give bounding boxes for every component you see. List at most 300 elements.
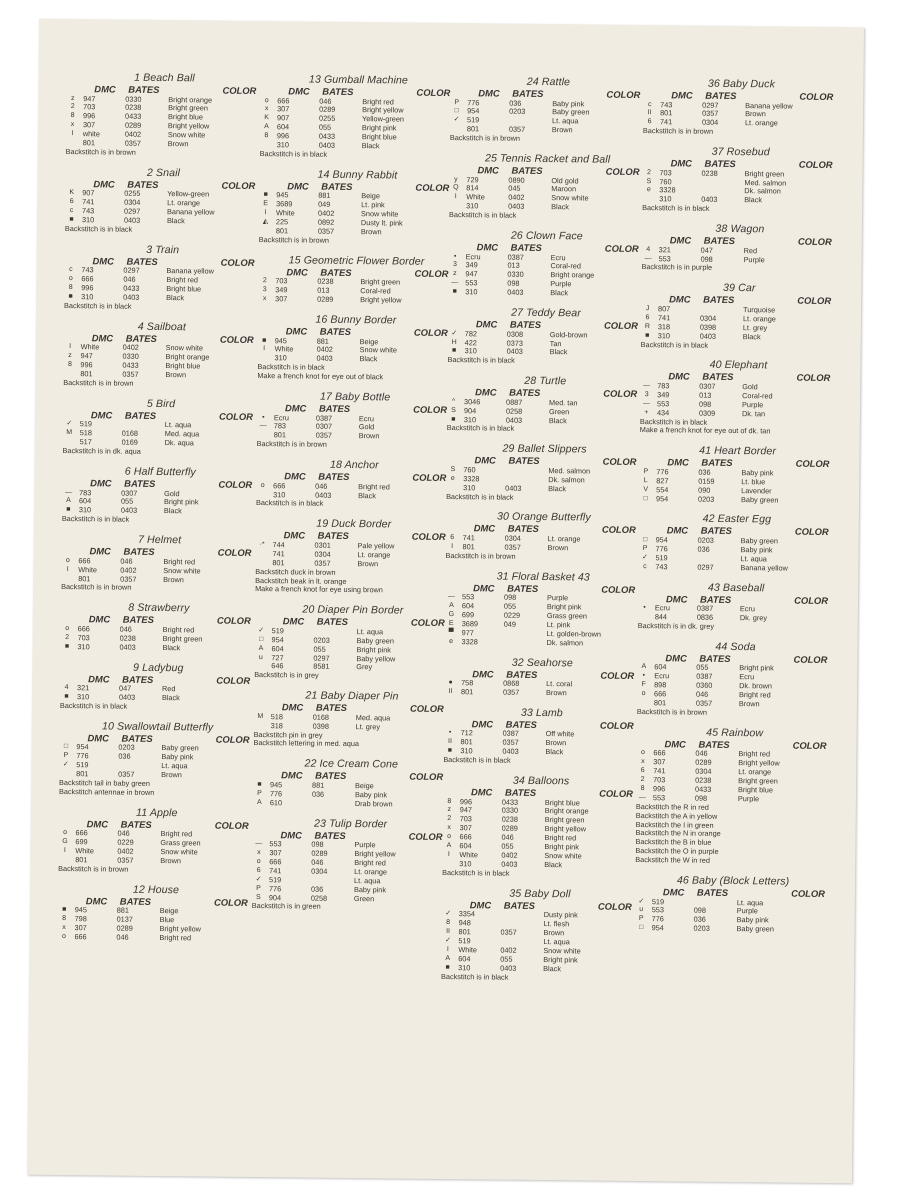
dmc-number: 776 [76, 751, 89, 761]
bates-number: 0433 [125, 111, 142, 122]
color-name: Snow white [163, 565, 201, 576]
bates-number: 0304 [504, 533, 521, 543]
thread-row [639, 495, 835, 506]
color-name: Med. aqua [355, 712, 391, 723]
dmc-number: 801 [466, 124, 480, 134]
color-name: Dk. aqua [164, 438, 194, 448]
color-name: Beige [361, 191, 380, 201]
bates-number: 046 [116, 932, 129, 942]
color-name: Bright orange [168, 94, 213, 105]
color-name: Lt. golden-brown [546, 628, 602, 639]
color-header: COLOR [412, 471, 447, 484]
backstitch-note: Backstitch is in brown [63, 378, 134, 388]
pattern-title: 6 Half Butterfly [124, 465, 196, 479]
dmc-number: 827 [656, 475, 669, 486]
color-name: Baby green [161, 743, 199, 753]
color-name: Bright blue [165, 361, 201, 371]
stitch-symbol: A [257, 798, 262, 806]
stitch-symbol: x [447, 824, 451, 832]
stitch-symbol: e [449, 637, 454, 645]
color-name: Lt. orange [167, 198, 201, 208]
thread-row [635, 924, 831, 935]
color-name: Dk. salmon [744, 186, 781, 196]
color-name: Black [550, 288, 569, 298]
dmc-number: 801 [80, 369, 93, 379]
dmc-number: 741 [653, 766, 666, 776]
bates-header: BATES [122, 613, 154, 626]
color-name: Lt. aqua [543, 936, 570, 947]
bates-number: 0403 [505, 415, 523, 425]
bates-number: 055 [500, 954, 513, 964]
dmc-number: 947 [83, 93, 96, 103]
thread-row [60, 643, 256, 654]
backstitch-note: Backstitch is in black [640, 339, 709, 350]
backstitch-note: Backstitch is in green [251, 901, 321, 912]
pattern-title: 32 Seahorse [511, 656, 574, 669]
bates-number: 0357 [317, 226, 335, 236]
color-header: COLOR [601, 524, 636, 536]
stitch-symbol: c [643, 562, 647, 570]
key-column-4 [634, 77, 839, 944]
stitch-symbol: S [451, 406, 456, 414]
color-name: Black [543, 963, 562, 973]
dmc-number: 553 [269, 839, 282, 849]
dmc-number: 310 [465, 287, 478, 297]
dmc-number: 307 [459, 823, 472, 833]
bates-number: 0387 [502, 729, 519, 739]
color-header: COLOR [416, 86, 451, 99]
dmc-header: DMC [472, 667, 494, 680]
stitch-symbol: ✓ [641, 553, 648, 561]
pattern-key-block [60, 661, 257, 713]
backstitch-note: Backstitch is in black [642, 203, 710, 213]
stitch-symbol: ● [448, 679, 453, 687]
bates-number: 0238 [119, 633, 136, 643]
stitch-symbol: ✓ [66, 420, 73, 428]
stitch-symbol: u [639, 906, 644, 914]
backstitch-note: Backstitch is in black [443, 755, 511, 765]
backstitch-note: Backstitch is in black [59, 700, 128, 711]
dmc-number: 519 [655, 552, 668, 563]
dmc-number: 666 [78, 555, 91, 565]
stitch-symbol: ■ [451, 415, 456, 423]
stitch-symbol: ■ [447, 747, 453, 755]
dmc-number: 666 [81, 274, 94, 284]
bates-number: 0402 [124, 129, 142, 139]
backstitch-note: Backstitch is in black [446, 491, 514, 502]
backstitch-note: Backstitch the I in green [635, 819, 714, 830]
bates-number: 0238 [125, 103, 142, 113]
pattern-title: 17 Baby Bottle [319, 390, 391, 404]
dmc-number: 310 [273, 489, 286, 499]
stitch-symbol: ■ [451, 347, 457, 355]
dmc-number: 3689 [276, 199, 293, 209]
color-name: Lt. pink [546, 619, 571, 630]
pattern-key-block [60, 601, 257, 653]
stitch-symbol: • [642, 672, 645, 680]
backstitch-note: Backstitch is in brown [256, 439, 327, 449]
bates-number: 0289 [695, 757, 712, 767]
stitch-symbol: 8 [446, 919, 451, 927]
bates-number: 0357 [502, 737, 519, 748]
color-name: Black [162, 642, 181, 652]
dmc-number: 954 [271, 634, 284, 645]
pattern-title: 46 Baby (Block Letters) [676, 874, 790, 888]
color-header: COLOR [796, 372, 831, 384]
bates-number: 036 [697, 544, 710, 554]
dmc-number: 604 [271, 643, 284, 653]
color-header: COLOR [218, 478, 253, 491]
color-name: Bright yellow [738, 758, 780, 768]
bates-number: 881 [116, 905, 129, 915]
dmc-number: 553 [658, 253, 671, 263]
dmc-number: 604 [78, 496, 92, 506]
color-name: Green [548, 406, 570, 416]
stitch-symbol: ■ [68, 293, 73, 301]
pattern-key-block [640, 358, 837, 437]
pattern-key-block [446, 442, 643, 503]
color-name: Purple [742, 399, 764, 410]
color-header: COLOR [413, 403, 448, 416]
dmc-number: 758 [461, 678, 474, 688]
color-name: Lt. blue [741, 476, 766, 487]
color-name: Black [161, 692, 180, 703]
bates-number: 0836 [696, 612, 714, 622]
bates-number: 055 [318, 122, 332, 132]
stitch-symbol: P [256, 884, 261, 892]
color-name: Snow white [543, 945, 581, 956]
bates-number: 0403 [506, 347, 523, 357]
stitch-symbol: o [65, 624, 70, 632]
stitch-symbol: ■ [445, 963, 450, 971]
dmc-number: 3689 [461, 619, 479, 629]
color-header: COLOR [603, 387, 638, 400]
color-header: COLOR [799, 90, 834, 103]
color-name: Baby green [356, 635, 394, 646]
color-name: Baby pink [552, 98, 585, 108]
bates-number: 098 [699, 399, 712, 409]
color-name: Baby green [741, 494, 779, 505]
pattern-sheet [27, 19, 864, 1184]
color-header: COLOR [599, 719, 634, 731]
bates-number: 098 [694, 793, 708, 803]
bates-number: 0402 [120, 565, 137, 575]
bates-number: 0203 [698, 494, 715, 504]
pattern-title: 42 Easter Egg [702, 513, 772, 526]
dmc-number: 666 [74, 932, 87, 942]
stitch-symbol: 6 [450, 534, 455, 542]
backstitch-note: Backstitch is in black [64, 223, 133, 234]
bates-header: BATES [700, 525, 732, 537]
bates-header: BATES [705, 89, 737, 102]
pattern-key-block [62, 397, 259, 458]
bates-number: 0229 [503, 610, 521, 620]
bates-number: 046 [117, 828, 130, 838]
bates-number: 098 [700, 254, 713, 264]
color-header: COLOR [794, 526, 829, 538]
bates-number: 047 [700, 245, 713, 255]
bates-number: 055 [501, 841, 514, 851]
dmc-number: 666 [653, 748, 666, 758]
thread-row [258, 295, 454, 306]
stitch-symbol: □ [258, 635, 264, 643]
bates-number: 0373 [506, 338, 523, 348]
bates-number: 0168 [312, 712, 330, 722]
stitch-symbol: ■ [263, 191, 268, 199]
stitch-symbol: o [65, 556, 70, 564]
bates-header: BATES [122, 673, 154, 685]
dmc-number: White [276, 208, 295, 218]
color-name: Black [551, 202, 570, 212]
bates-number: 0304 [311, 866, 328, 876]
stitch-symbol: — [643, 399, 651, 407]
color-name: Dk. grey [739, 613, 768, 623]
color-name: Bright yellow [354, 849, 396, 859]
dmc-number: Ecru [465, 251, 481, 261]
pattern-title: 22 Ice Cream Cone [304, 757, 399, 771]
key-column-1 [57, 71, 262, 953]
stitch-symbol: x [62, 924, 66, 932]
dmc-number: White [459, 850, 479, 860]
color-name: Brown [161, 770, 182, 780]
dmc-header: DMC [476, 241, 499, 253]
color-header: COLOR [221, 179, 256, 191]
color-name: Bright yellow [159, 924, 201, 934]
dmc-number: 610 [269, 797, 283, 807]
bates-number: 0137 [116, 914, 133, 924]
bates-number: 0330 [507, 270, 524, 280]
dmc-number: 349 [275, 285, 288, 295]
pattern-key-block [257, 313, 454, 383]
stitch-symbol: 6 [256, 866, 261, 874]
stitch-symbol: 2 [70, 103, 75, 111]
dmc-header: DMC [474, 454, 496, 466]
stitch-symbol: R [644, 322, 650, 330]
color-name: Bright red [160, 829, 193, 839]
backstitch-note: Backstitch is in black [442, 867, 510, 878]
backstitch-note: Backstitch is in brown [61, 582, 132, 593]
color-name: Brown [551, 125, 573, 135]
stitch-symbol: I [63, 847, 66, 855]
bates-number: 0289 [319, 105, 336, 115]
dmc-number: 307 [74, 923, 87, 933]
color-header: COLOR [794, 594, 829, 606]
bates-number: 0890 [508, 175, 525, 185]
bates-number: 0168 [121, 428, 139, 439]
dmc-number: 519 [651, 896, 665, 906]
dmc-number: 996 [83, 111, 96, 121]
key-column-2 [252, 73, 457, 922]
stitch-symbol: x [641, 758, 645, 766]
dmc-number: 954 [651, 923, 664, 933]
dmc-number: 310 [459, 859, 472, 869]
dmc-number: 741 [272, 548, 285, 559]
color-name: Black [549, 347, 568, 357]
dmc-number: 801 [76, 769, 89, 779]
pattern-key-block [62, 465, 259, 526]
dmc-number: 310 [81, 292, 94, 302]
dmc-number: 801 [461, 687, 474, 697]
bates-number: 0238 [317, 276, 334, 287]
dmc-number: 518 [79, 428, 92, 438]
bates-header: BATES [696, 886, 729, 899]
color-name: Off white [545, 729, 575, 739]
stitch-symbol: ✓ [444, 936, 451, 945]
dmc-number: white [82, 129, 100, 139]
color-name: Lt. aqua [354, 875, 381, 886]
stitch-symbol: S [646, 177, 652, 185]
bates-number: 0403 [120, 505, 138, 516]
dmc-number: 907 [277, 113, 290, 123]
dmc-number: 996 [653, 784, 666, 794]
stitch-symbol: L [643, 476, 648, 484]
bates-number: 881 [312, 780, 325, 790]
pattern-key-block [61, 533, 258, 594]
stitch-symbol: □ [63, 743, 69, 751]
bates-number: 0169 [121, 437, 138, 448]
dmc-number: 760 [463, 465, 476, 475]
dmc-number: 783 [79, 487, 92, 497]
bates-number: 0357 [508, 124, 526, 135]
pattern-key-block [638, 581, 835, 633]
color-header: COLOR [792, 739, 827, 751]
stitch-symbol: E [448, 619, 454, 627]
bates-number: 098 [503, 592, 517, 602]
dmc-number: White [78, 564, 98, 574]
color-name: Grey [356, 662, 373, 672]
color-name: Coral-red [742, 390, 773, 401]
color-name: Purple [743, 254, 765, 264]
bates-number: 046 [315, 481, 328, 491]
dmc-number: 801 [78, 573, 91, 583]
stitch-symbol: 8 [67, 361, 72, 369]
color-header: COLOR [601, 583, 636, 595]
color-name: Med. aqua [164, 429, 200, 439]
bates-number: 0304 [701, 117, 719, 128]
thread-row [444, 688, 640, 699]
dmc-number: Ecru [273, 412, 289, 422]
bates-number: 049 [318, 199, 331, 210]
backstitch-note: Backstitch is in black [64, 300, 132, 311]
color-header: COLOR [217, 546, 252, 559]
color-name: Banana yellow [166, 266, 214, 276]
pattern-key-block [635, 874, 832, 935]
stitch-symbol: S [256, 893, 261, 901]
stitch-symbol: ✓ [451, 329, 458, 337]
color-name: Black [548, 483, 567, 493]
color-name: Ecru [358, 413, 374, 423]
stitch-symbol: — [255, 840, 263, 848]
stitch-symbol: o [68, 275, 73, 283]
dmc-number: 801 [460, 737, 473, 747]
bates-number: 0229 [117, 837, 134, 847]
dmc-number: 604 [461, 601, 475, 611]
stitch-symbol: J [645, 304, 650, 312]
dmc-number: 712 [460, 728, 473, 738]
stitch-symbol: P [454, 98, 460, 106]
dmc-number: 945 [74, 905, 87, 915]
backstitch-note: Backstitch the B in blue [635, 837, 712, 848]
color-header: COLOR [415, 181, 450, 193]
bates-number: 055 [313, 644, 326, 654]
dmc-number: 604 [459, 841, 472, 851]
bates-number: 055 [696, 662, 709, 673]
bates-header: BATES [120, 818, 152, 830]
stitch-symbol: ✓ [255, 875, 262, 883]
pattern-title: 37 Rosebud [711, 145, 770, 159]
dmc-header: DMC [284, 402, 307, 414]
dmc-number: 3328 [659, 185, 676, 195]
bates-number: 0403 [316, 353, 333, 364]
color-name: Lavender [741, 485, 772, 496]
pattern-title: 19 Duck Border [316, 518, 392, 531]
pattern-key-block [444, 656, 640, 699]
pattern-title: 9 Ladybug [133, 661, 184, 674]
bates-number [504, 638, 547, 647]
bates-number: 046 [119, 624, 132, 634]
dmc-header: DMC [90, 409, 113, 421]
dmc-number: White [466, 192, 485, 202]
color-name: Banana yellow [745, 100, 793, 111]
dmc-number: 518 [270, 711, 284, 722]
color-name: Baby green [736, 924, 774, 934]
stitch-symbol: □ [454, 107, 459, 115]
stitch-symbol: c [69, 266, 73, 274]
pattern-key-block [637, 640, 834, 719]
dmc-number: 741 [657, 312, 671, 323]
stitch-symbol: P [638, 915, 644, 923]
stitch-symbol: • [448, 729, 452, 737]
bates-number: 0304 [124, 197, 141, 208]
color-name: Black [544, 859, 563, 870]
dmc-header: DMC [86, 817, 109, 830]
stitch-symbol: I [447, 851, 450, 859]
dmc-number: 977 [461, 627, 474, 638]
pattern-title: 25 Tennis Racket and Ball [484, 152, 611, 166]
stitch-symbol: 3 [644, 390, 649, 398]
bates-number: 036 [118, 751, 131, 761]
stitch-symbol: • [262, 413, 265, 421]
stitch-symbol: F [641, 681, 646, 689]
stitch-symbol: o [447, 833, 452, 841]
stitch-symbol: Q [453, 184, 459, 192]
bates-number: 036 [693, 914, 706, 925]
dmc-number: 743 [81, 265, 94, 275]
dmc-header: DMC [288, 85, 310, 97]
dmc-number: 553 [652, 792, 666, 803]
stitch-symbol: 4 [646, 245, 651, 253]
color-name: Bright blue [737, 784, 773, 795]
dmc-number: 945 [270, 780, 283, 790]
dmc-header: DMC [92, 255, 114, 267]
thread-row [448, 288, 644, 299]
dmc-header: DMC [88, 613, 111, 625]
dmc-number: Ecru [654, 671, 670, 681]
color-header: COLOR [216, 614, 251, 627]
color-name: Black [744, 195, 763, 205]
color-name: Coral-red [550, 261, 581, 271]
bates-number [505, 466, 548, 475]
dmc-number: 666 [277, 95, 290, 105]
color-name: Dk. brown [739, 681, 773, 691]
dmc-number: 947 [465, 269, 478, 279]
stitch-symbol: A [66, 497, 71, 505]
dmc-number: 741 [82, 197, 95, 207]
color-header: COLOR [219, 333, 254, 345]
pattern-key-block [255, 517, 452, 596]
dmc-number: 844 [654, 612, 668, 622]
pattern-title: 38 Wagon [715, 222, 765, 236]
